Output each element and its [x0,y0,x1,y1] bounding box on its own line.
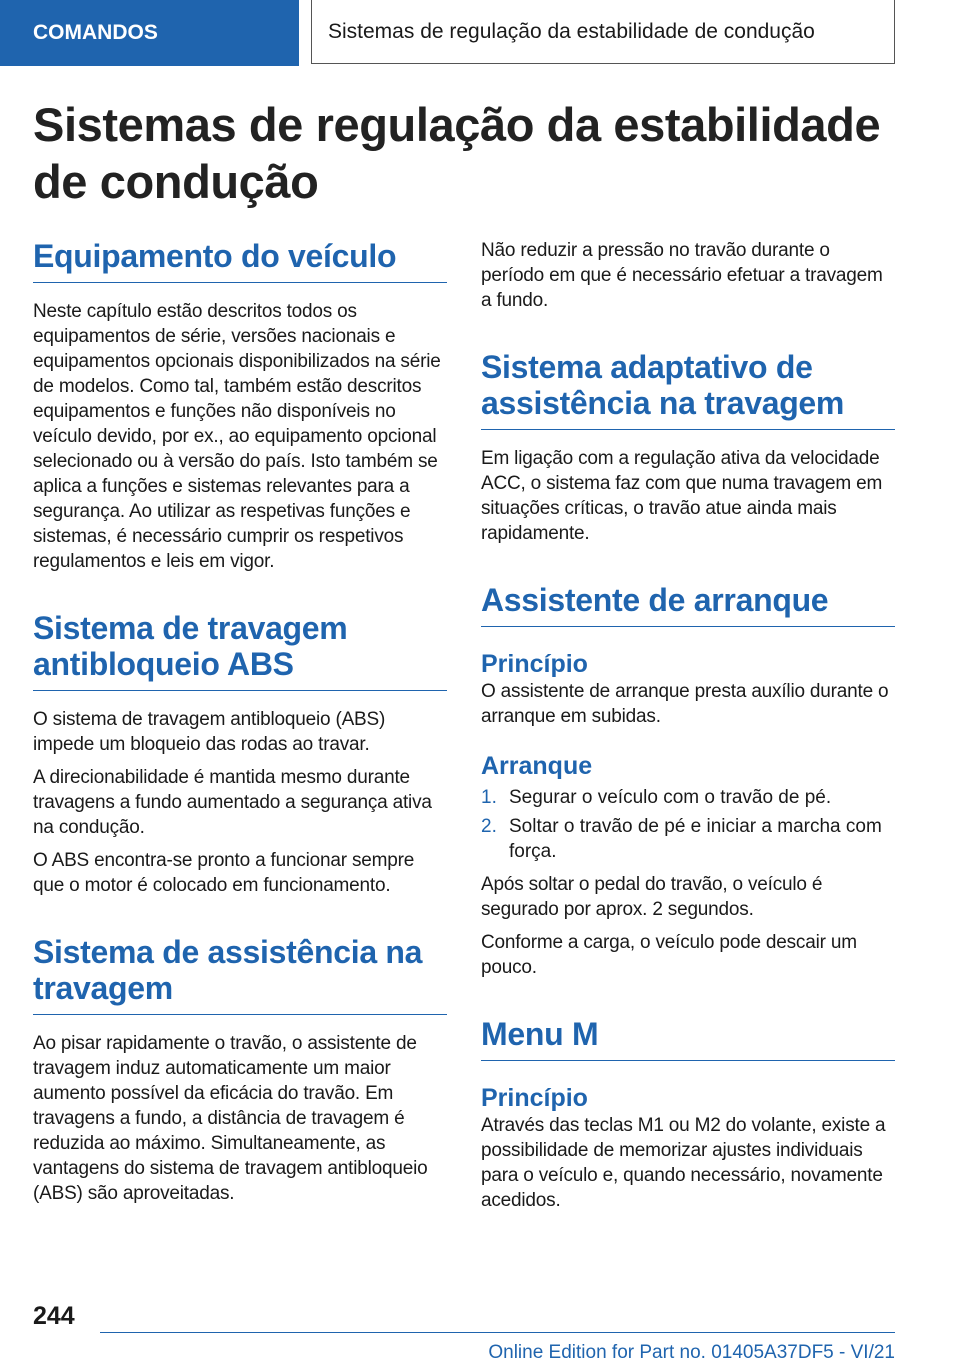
text-load: Conforme a carga, o veículo pode descair um pouco. [481,932,857,978]
step-number: 1. [481,787,497,808]
subheading-principle: Princípio [481,650,588,678]
text-menu-m: Através das teclas M1 ou M2 do volante, existe a possibilidade de memorizar ajustes individuais para o veículo e, quando necessário, novamente acedidos. [481,1115,886,1211]
step-number: 2. [481,816,497,837]
heading-hill-start: Assistente de arranque [481,582,895,627]
left-column [33,238,447,1206]
steps-list [481,785,895,864]
text-after-release: Após soltar o pedal do travão, o veículo é segurado por aprox. 2 segundos. [481,874,823,920]
text-equipamento: Neste capítulo estão descritos todos os equipamentos de série, versões nacionais e equipamentos opcionais disponibilizados na série de modelos. Como tal, também estão descritos equipamentos e funções não disponíveis no veículo devido, por ex., ao equipamento opcional selecionado ou à versão do país. Isto também se aplica a funções e sistemas relevantes para a segurança. Ao utilizar as respetivas funções e sistemas, é necessário cumprir os respetivos regulamentos e leis em vigor. [33,301,441,572]
heading-brake-assist: Sistema de assistência na travagem [33,934,447,1015]
heading-adaptive-brake-assist: Sistema adaptativo de assistência na travagem [481,349,895,430]
page-title: Sistemas de regulação da estabilidade de condução [33,98,881,208]
text-adaptive-brake-assist: Em ligação com a regulação ativa da velocidade ACC, o sistema faz com que numa travagem em situações críticas, o travão atue ainda mais rapidamente. [481,448,883,544]
section-tab: COMANDOS [0,0,299,66]
text-continued: Não reduzir a pressão no travão durante o período em que é necessário efetuar a travagem a fundo. [481,240,883,311]
edition-note: Online Edition for Part no. 01405A37DF5 - VI/21 [488,1342,895,1363]
text-hill-principle: O assistente de arranque presta auxílio durante o arranque em subidas. [481,681,889,727]
list-item [481,785,895,810]
step-text: Segurar o veículo com o travão de pé. [509,787,832,808]
subheading-start: Arranque [481,752,593,780]
footer-divider [100,1332,895,1333]
page-footer [0,1290,960,1362]
heading-equipamento: Equipamento do veículo [33,238,447,283]
subheading-principle-menu-m: Princípio [481,1084,588,1112]
page-header [0,0,960,66]
text-abs-1: O sistema de travagem antibloqueio (ABS) impede um bloqueio das rodas ao travar. [33,709,386,755]
heading-abs: Sistema de travagem antibloqueio ABS [33,610,447,691]
text-abs-2: A direcionabilidade é mantida mesmo durante travagens a fundo aumentado a segurança ativa na condução. [33,767,432,838]
right-column [481,238,895,1213]
topic-header: Sistemas de regulação da estabilidade de condução [311,0,895,64]
text-abs-3: O ABS encontra-se pronto a funcionar sempre que o motor é colocado em funcionamento. [33,850,415,896]
heading-menu-m: Menu M [481,1016,895,1061]
text-brake-assist: Ao pisar rapidamente o travão, o assistente de travagem induz automaticamente um maior aumento possível da eficácia do travão. Em travagens a fundo, a distância de travagem é reduzida ao máximo. Simultaneamente, as vantagens do sistema de travagem antibloqueio (ABS) são aproveitadas. [33,1033,428,1204]
page-number: 244 [33,1302,75,1330]
step-text: Soltar o travão de pé e iniciar a marcha com força. [509,816,882,862]
list-item [481,814,895,864]
